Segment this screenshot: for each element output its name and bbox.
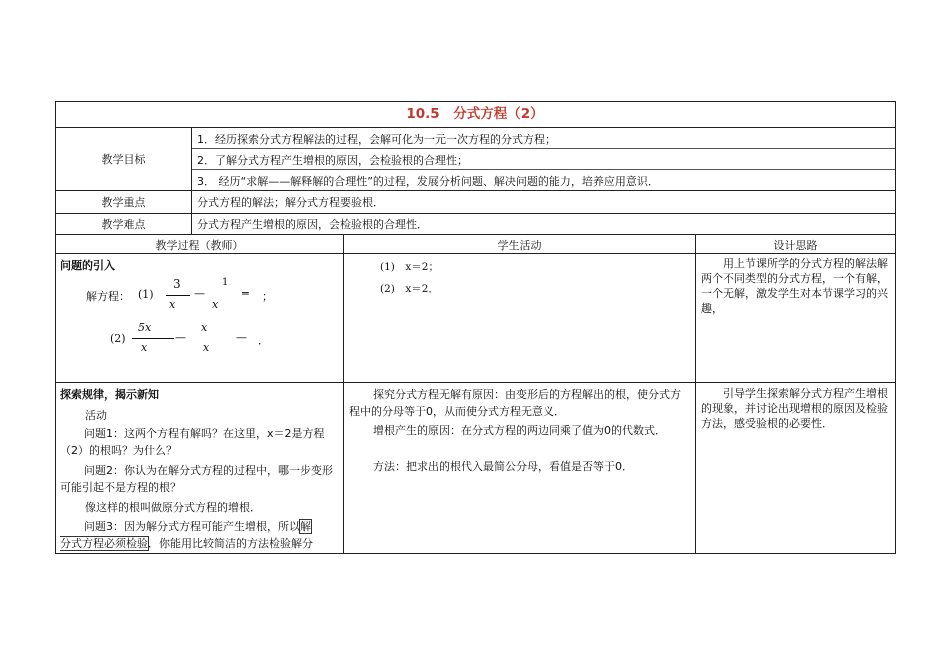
- table-border: [191, 127, 192, 235]
- objective-item: 3． 经历“求解——解释解的合理性”的过程，发展分析问题、解决问题的能力，培养应用意识．: [197, 175, 659, 188]
- table-border: [343, 234, 344, 554]
- eq1-a-denominator: x: [169, 298, 176, 311]
- eq1-a-fraction-bar: [166, 295, 190, 296]
- eq2-a-fraction-bar: [132, 338, 174, 339]
- eq2-b-denominator: x: [203, 341, 210, 354]
- question-3-text-a: 问题3：因为解分式方程可能产生增根，所以: [84, 520, 300, 533]
- eq2-minus: —: [175, 331, 186, 344]
- eq2-a-numerator: 5x: [138, 321, 152, 334]
- section2-design-text: 引导学生探索解分式方程产生增根的现象，并讨论出现增根的原因及检验方法，感受验根的必要性．: [701, 387, 888, 430]
- eq2-b-numerator: x: [201, 321, 208, 334]
- solve-label: 解方程：: [86, 290, 130, 303]
- table-border: [55, 253, 896, 254]
- eq1-equals: ═: [242, 287, 249, 300]
- page-title: 10.5 分式方程（2）: [406, 106, 544, 122]
- table-border: [55, 234, 896, 235]
- difficulties-label: 教学难点: [101, 218, 146, 231]
- objective-item: 1．经历探索分式方程解法的过程，会解可化为一元一次方程的分式方程；: [197, 133, 556, 146]
- eq1-minus: —: [194, 287, 205, 300]
- eq2-a-denominator: x: [141, 341, 148, 354]
- question-3-boxed-1: 解: [300, 520, 311, 533]
- student-answer-2: (2) x＝2．: [380, 283, 439, 295]
- objective-item: 2．了解分式方程产生增根的原因，会检验根的合理性；: [197, 154, 468, 167]
- column-header-design: 设计思路: [773, 239, 818, 252]
- table-border: [55, 190, 896, 191]
- question-3-text-b: ．你能用比较简洁的方法检验解分: [148, 537, 313, 550]
- eq1-number: (1): [138, 288, 154, 301]
- table-border: [55, 382, 896, 383]
- column-header-teacher: 教学过程（教师）: [155, 239, 244, 252]
- eq1-b-numerator: 1: [222, 277, 229, 288]
- key-points-text: 分式方程的解法；解分式方程要验根．: [197, 196, 384, 209]
- eq2-equals: —: [236, 331, 247, 344]
- student-explore-text: 探究分式方程无解有原因：由变形后的方程解出的根，使分式方程中的分母等于0，从而使分式方程无意义．: [349, 388, 681, 418]
- key-points-label: 教学重点: [101, 196, 146, 209]
- eq1-b-denominator: x: [212, 298, 219, 311]
- student-method-text: 方法：把求出的根代入最简公分母，看值是否等于0．: [373, 460, 633, 473]
- table-border-left: [55, 101, 56, 554]
- question-3: [60, 518, 343, 554]
- activity-label: 活动: [85, 409, 107, 422]
- question-3-boxed-2: 分式方程必须检验: [60, 537, 148, 550]
- eq1-a-numerator: 3: [173, 277, 181, 291]
- eq2-number: (2): [110, 332, 126, 345]
- section2-heading: 探索规律，揭示新知: [60, 388, 159, 401]
- section1-design-text: 用上节课所学的分式方程的解法解两个不同类型的分式方程，一个有解，一个无解，激发学生对本节课学习的兴趣，: [701, 257, 888, 315]
- table-border: [695, 234, 696, 554]
- question-1: 问题1：这两个方程有解吗？在这里，x＝2是方程（2）的根吗？为什么？: [60, 427, 325, 457]
- question-2: 问题2：你认为在解分式方程的过程中，哪一步变形可能引起不是方程的根？: [60, 464, 333, 494]
- column-header-student: 学生活动: [497, 239, 542, 252]
- table-border: [191, 169, 896, 170]
- table-border-right: [895, 101, 896, 554]
- student-answer-1: (1) x＝2；: [380, 261, 439, 273]
- section1-heading: 问题的引入: [60, 259, 115, 272]
- table-border: [191, 148, 896, 149]
- root-note: 像这样的根叫做原分式方程的增根．: [85, 501, 261, 514]
- objectives-label: 教学目标: [101, 153, 146, 166]
- table-border: [55, 127, 896, 128]
- eq2-end: ．: [258, 334, 269, 347]
- difficulties-text: 分式方程产生增根的原因，会检验根的合理性．: [197, 218, 428, 231]
- student-extraneous-root-text: 增根产生的原因：在分式方程的两边同乘了值为0的代数式．: [373, 424, 666, 437]
- eq1-end: ；: [262, 290, 273, 303]
- table-border: [55, 213, 896, 214]
